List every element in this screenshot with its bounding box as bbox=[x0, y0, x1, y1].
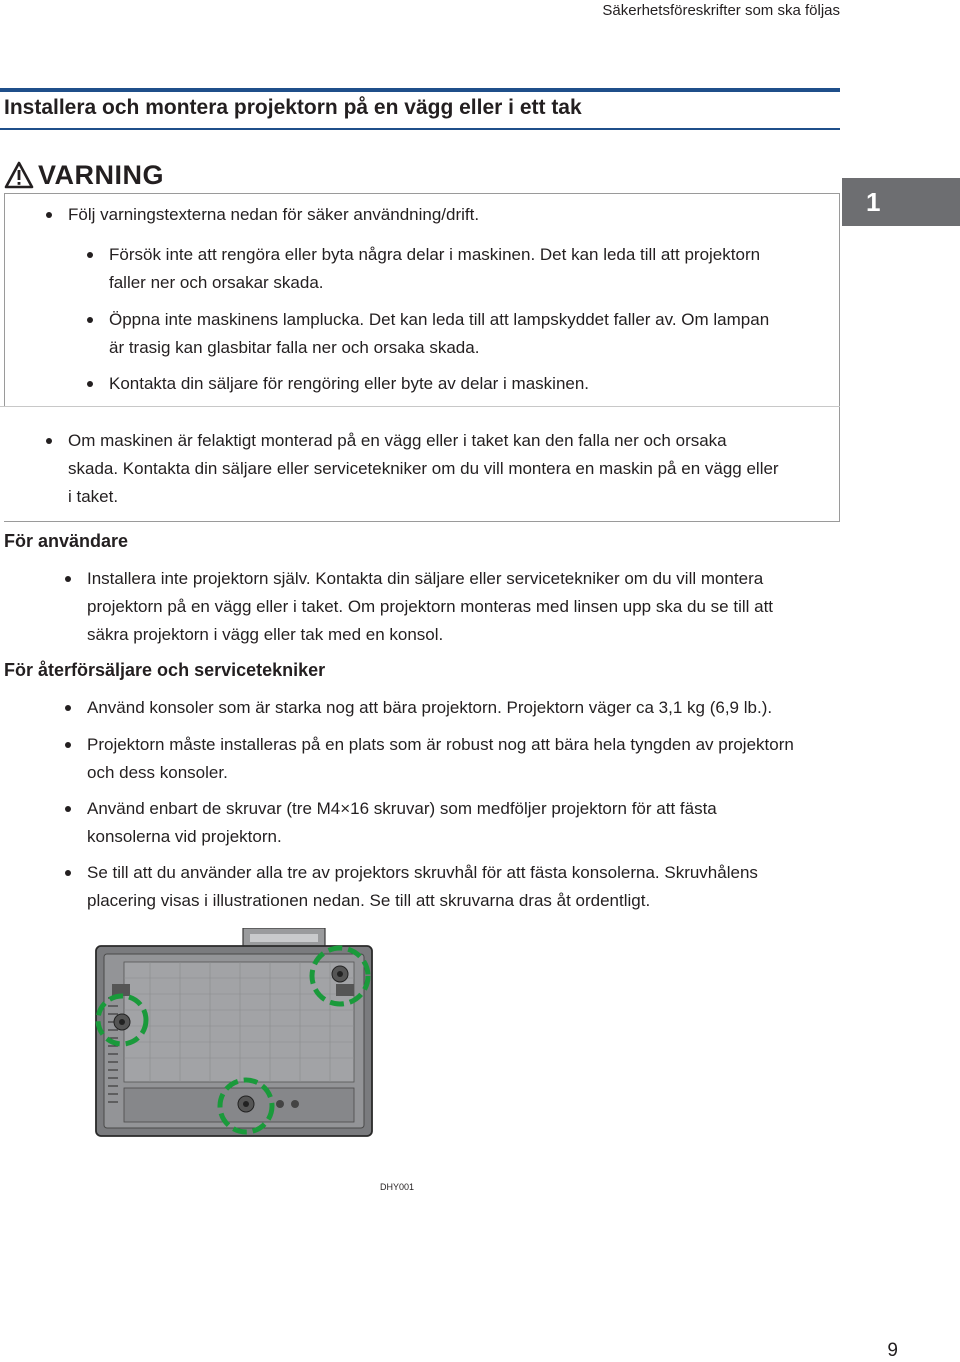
users-item-1: Installera inte projektorn själv. Kontakta din säljare eller servicetekniker om du vill montera projektorn på en vägg eller i taket. Om projektorn monteras med linsen upp ska du se till att säkra projektorn i vägg eller tak med en konsol. bbox=[87, 565, 773, 649]
warning-divider bbox=[0, 406, 840, 407]
warning-label: VARNING bbox=[38, 159, 165, 190]
section-title: Installera och montera projektorn på en vägg eller i ett tak bbox=[4, 96, 582, 119]
resellers-item-1: Använd konsoler som är starka nog att bära projektorn. Projektorn väger ca 3,1 kg (6,9 lb.). bbox=[87, 694, 772, 722]
projector-bottom-illustration bbox=[90, 928, 380, 1138]
screw-hole-left-center bbox=[119, 1019, 125, 1025]
grid-area bbox=[124, 962, 354, 1082]
bullet bbox=[65, 742, 71, 748]
section-rule-bottom bbox=[0, 128, 840, 130]
small-hole bbox=[276, 1100, 284, 1108]
running-header: Säkerhetsföreskrifter som ska följas bbox=[602, 2, 840, 19]
foot-right bbox=[336, 984, 354, 996]
small-hole bbox=[291, 1100, 299, 1108]
warning-intro: Följ varningstexterna nedan för säker användning/drift. bbox=[68, 201, 479, 229]
bullet bbox=[65, 870, 71, 876]
bullet bbox=[87, 317, 93, 323]
warning-subitem-2: Öppna inte maskinens lamplucka. Det kan leda till att lampskyddet faller av. Om lampan är trasig kan glasbitar falla ner och orsaka skada. bbox=[109, 306, 769, 362]
section-rule-top bbox=[0, 88, 840, 92]
bullet bbox=[87, 252, 93, 258]
resellers-item-3: Använd enbart de skruvar (tre M4×16 skruvar) som medföljer projektorn för att fästa konsolerna vid projektorn. bbox=[87, 795, 717, 851]
warning-subitem-3: Kontakta din säljare för rengöring eller byte av delar i maskinen. bbox=[109, 370, 589, 398]
bullet bbox=[65, 705, 71, 711]
page-number: 9 bbox=[887, 1340, 898, 1361]
bullet bbox=[65, 576, 71, 582]
bullet bbox=[46, 438, 52, 444]
users-heading: För användare bbox=[4, 531, 129, 551]
illustration-label: DHY001 bbox=[380, 1182, 415, 1192]
resellers-item-2: Projektorn måste installeras på en plats som är robust nog att bära hela tyngden av projektorn och dess konsoler. bbox=[87, 731, 794, 787]
projector-lens-tab-inner bbox=[250, 934, 318, 942]
chapter-tab bbox=[842, 178, 960, 226]
resellers-item-4: Se till att du använder alla tre av projektors skruvhål för att fästa konsolerna. Skruvhålens placering visas i illustrationen nedan. Se till att skruvarna dras åt ordentligt. bbox=[87, 859, 758, 915]
warning-mounting: Om maskinen är felaktigt monterad på en vägg eller i taket kan den falla ner och orsaka skada. Kontakta din säljare eller servicetekniker om du vill montera en maskin på en vägg eller i taket. bbox=[68, 427, 779, 511]
chapter-number: 1 bbox=[866, 186, 881, 217]
bullet bbox=[65, 806, 71, 812]
resellers-heading: För återförsäljare och servicetekniker bbox=[4, 660, 326, 680]
bullet bbox=[87, 381, 93, 387]
screw-hole-bottom-center bbox=[243, 1101, 249, 1107]
bullet bbox=[46, 212, 52, 218]
warning-triangle-icon bbox=[4, 161, 34, 189]
warning-subitem-1: Försök inte att rengöra eller byta några delar i maskinen. Det kan leda till att projektorn faller ner och orsakar skada. bbox=[109, 241, 760, 297]
screw-hole-top-right-center bbox=[337, 971, 343, 977]
warning-heading bbox=[4, 158, 164, 192]
